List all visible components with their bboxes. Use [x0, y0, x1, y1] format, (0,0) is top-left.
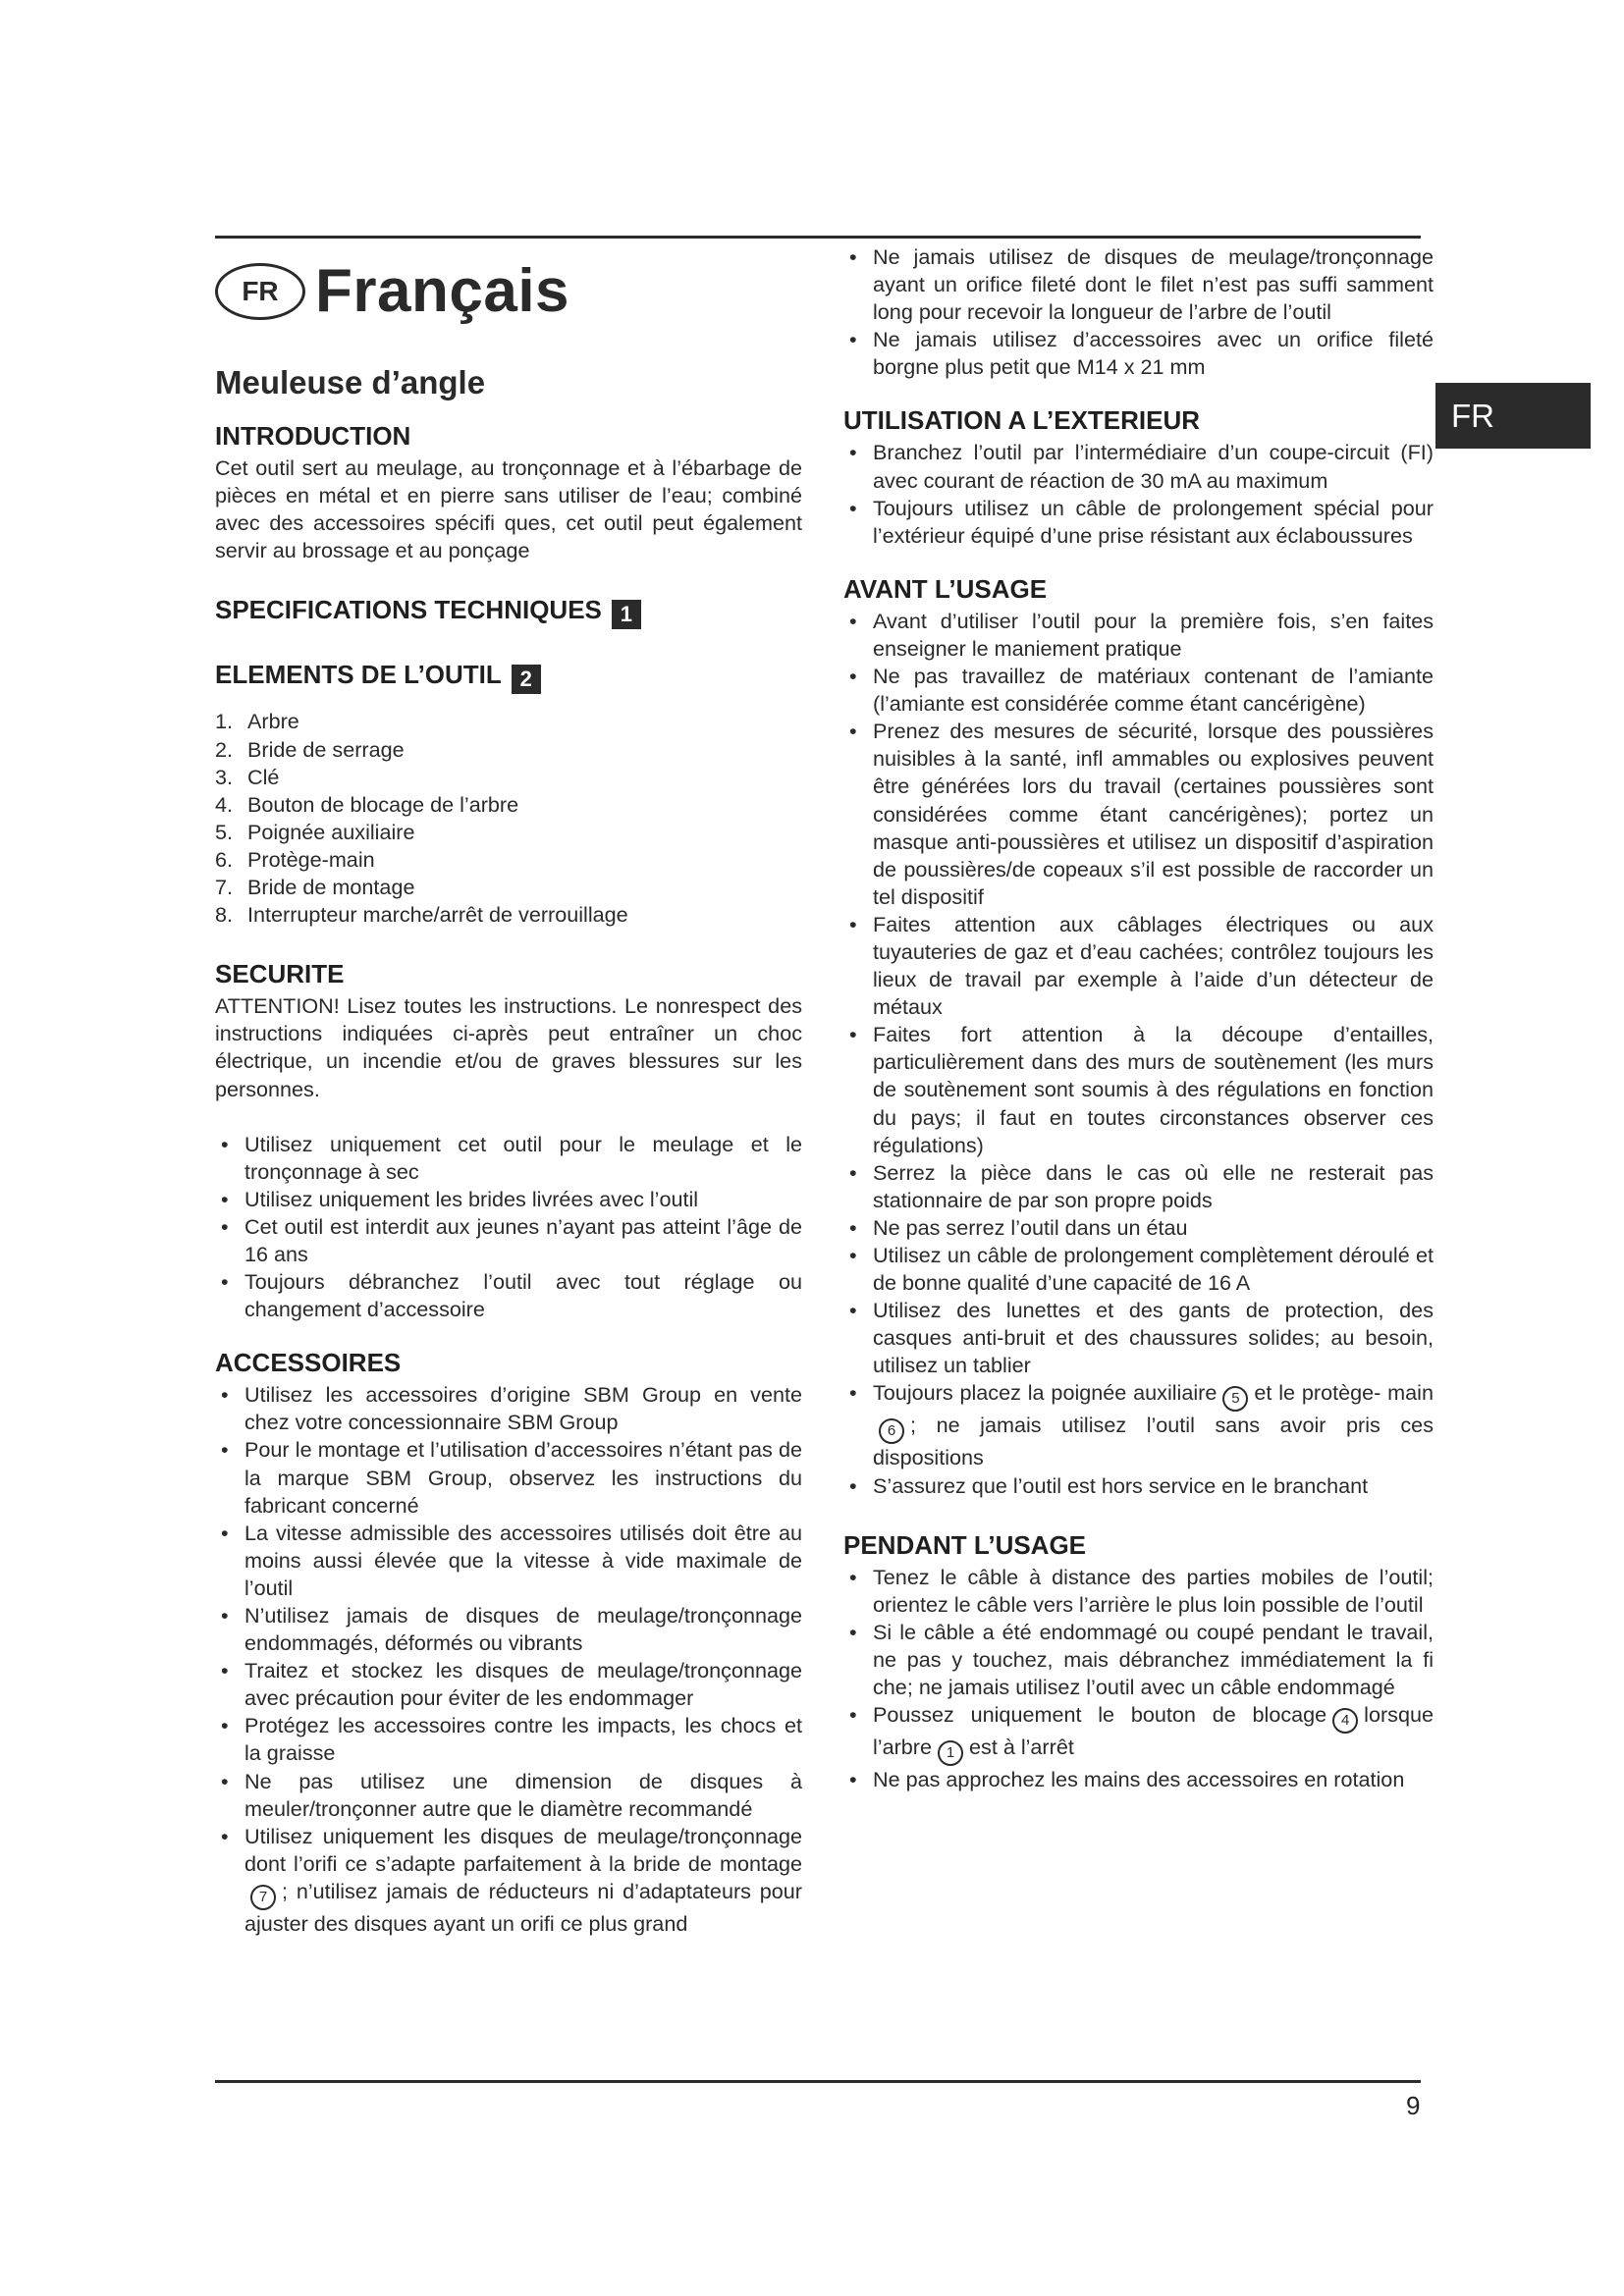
- avant-list: [843, 608, 1434, 1500]
- part-reference-7: 7: [250, 1885, 276, 1910]
- part-reference-5: 5: [1222, 1386, 1248, 1412]
- list-item: 6. Protège-main: [215, 846, 375, 872]
- language-badge: FR: [215, 263, 305, 320]
- specs-figure-badge: 1: [612, 600, 641, 629]
- list-item: • Si le câble a été endommagé ou coupé pendant le travail, ne pas y touchez, mais débranchez immédiatement la fi che; ne jamais utilisez l’outil avec un câble endommagé: [843, 1619, 1434, 1701]
- list-item: • Faites fort attention à la découpe d’entailles, particulièrement dans des murs de soutènement (les murs de soutènement sont soumis à des régulations en fonction du pays; il faut en toutes circonstances observer ces régulations): [843, 1021, 1434, 1158]
- list-item: • Ne pas utilisez une dimension de disques à meuler/tronçonner autre que le diamètre recommandé: [215, 1768, 802, 1823]
- list-item: 8. Interrupteur marche/arrêt de verrouillage: [215, 902, 628, 928]
- list-item: • La vitesse admissible des accessoires utilisés doit être au moins aussi élevée que la vitesse à vide maximale de l’outil: [215, 1520, 802, 1602]
- list-item: • Ne pas serrez l’outil dans un étau: [843, 1214, 1434, 1242]
- avant-heading: AVANT L’USAGE: [843, 573, 1048, 604]
- securite-list: [215, 1131, 802, 1324]
- list-item: • Toujours placez la poignée auxiliaire 5 et le protège- main6 ; ne jamais utilisez l’outil sans avoir pris ces dispositions: [843, 1379, 1434, 1471]
- list-item: • Toujours utilisez un câble de prolongement spécial pour l’extérieur équipé d’une prise résistant aux éclaboussures: [843, 495, 1434, 550]
- list-item: • Utilisez uniquement les brides livrées avec l’outil: [215, 1186, 802, 1213]
- list-item: • Avant d’utiliser l’outil pour la première fois, s’en faites enseigner le maniement pratique: [843, 608, 1434, 663]
- list-item: • Faites attention aux câblages électriques ou aux tuyauteries de gaz et d’eau cachées; contrôlez toujours les lieux de travail par exemple à l’aide d’un détecteur de métaux: [843, 911, 1434, 1021]
- list-item: • Utilisez un câble de prolongement complètement déroulé et de bonne qualité d’une capacité de 16 A: [843, 1242, 1434, 1297]
- list-item: • Ne jamais utilisez de disques de meulage/tronçonnage ayant un orifice fileté dont le filet n’est pas suffi samment long pour recevoir la longueur de l’arbre de l’outil: [843, 243, 1434, 326]
- bottom-rule: [215, 2080, 1421, 2083]
- page-number: 9: [1406, 2091, 1421, 2120]
- securite-text: ATTENTION! Lisez toutes les instructions. Le nonrespect des instructions indiquées ci-après peut entraîner un choc électrique, un incendie et/ou de graves blessures sur les personnes.: [215, 993, 802, 1101]
- title-row: [215, 253, 802, 330]
- list-item: 5. Poignée auxiliaire: [215, 819, 415, 844]
- list-item: • Serrez la pièce dans le cas où elle ne resterait pas stationnaire de par son propre poids: [843, 1159, 1434, 1214]
- accessoires-continued-list: [843, 243, 1434, 381]
- exterieur-list: [843, 439, 1434, 549]
- elements-figure-badge: 2: [512, 665, 541, 694]
- list-item: • Ne jamais utilisez d’accessoires avec un orifice fileté borgne plus petit que M14 x 21 mm: [843, 326, 1434, 381]
- list-item: • Protégez les accessoires contre les impacts, les chocs et la graisse: [215, 1712, 802, 1767]
- list-item: • Utilisez uniquement cet outil pour le meulage et le tronçonnage à sec: [215, 1131, 802, 1186]
- list-item: • Prenez des mesures de sécurité, lorsque des poussières nuisibles à la santé, infl ammables ou explosives peuvent être générées lors du travail (certaines poussières sont considérées comme étant cancérigènes); portez un masque anti-poussières et utilisez un dispositif d’aspiration de poussières/de copeaux s’il est possible de raccorder un tel dispositif: [843, 718, 1434, 911]
- list-item: • Cet outil est interdit aux jeunes n’ayant pas atteint l’âge de 16 ans: [215, 1213, 802, 1268]
- right-column: [843, 243, 1434, 1793]
- specs-heading: [215, 594, 802, 629]
- part-reference-4: 4: [1332, 1708, 1358, 1734]
- list-item: • S’assurez que l’outil est hors service en le branchant: [843, 1472, 1434, 1500]
- part-reference-1: 1: [938, 1740, 963, 1766]
- page-subtitle: Meuleuse d’angle: [215, 364, 486, 400]
- list-item: 2. Bride de serrage: [215, 736, 405, 762]
- elements-heading-label: ELEMENTS DE L’OUTIL: [215, 660, 502, 690]
- exterieur-heading: UTILISATION A L’EXTERIEUR: [843, 405, 1201, 436]
- list-item: • Poussez uniquement le bouton de blocage 4 lorsque l’arbre 1 est à l’arrêt: [843, 1701, 1434, 1766]
- elements-list: [215, 708, 802, 929]
- list-item: • Toujours débranchez l’outil avec tout réglage ou changement d’accessoire: [215, 1268, 802, 1323]
- pendant-list: [843, 1564, 1434, 1794]
- language-side-tab: FR: [1435, 383, 1591, 449]
- accessoires-heading: ACCESSOIRES: [215, 1348, 402, 1378]
- list-item: 4. Bouton de blocage de l’arbre: [215, 791, 519, 817]
- part-reference-6: 6: [879, 1418, 904, 1444]
- introduction-heading: INTRODUCTION: [215, 421, 411, 452]
- list-item: • Ne pas travaillez de matériaux contenant de l’amiante (l’amiante est considérée comme étant cancérigène): [843, 663, 1434, 718]
- accessoires-list: [215, 1381, 802, 1938]
- list-item: 1. Arbre: [215, 709, 299, 734]
- list-item: • Branchez l’outil par l’intermédiaire d’un coupe-circuit (FI) avec courant de réaction de 30 mA au maximum: [843, 439, 1434, 494]
- introduction-text: Cet outil sert au meulage, au tronçonnage et à l’ébarbage de pièces en métal et en pierre sans utiliser de l’eau; combiné avec des accessoires spécifi ques, cet outil peut également servir au brossage et au ponçage: [215, 455, 802, 563]
- list-item: • Pour le montage et l’utilisation d’accessoires n’étant pas de la marque SBM Group, observez les instructions du fabricant concerné: [215, 1436, 802, 1519]
- list-item: 7. Bride de montage: [215, 875, 415, 900]
- list-item: • Utilisez les accessoires d’origine SBM Group en vente chez votre concessionnaire SBM Group: [215, 1381, 802, 1436]
- page-title: Français: [315, 256, 570, 325]
- list-item: • Ne pas approchez les mains des accessoires en rotation: [843, 1766, 1434, 1793]
- specs-heading-label: SPECIFICATIONS TECHNIQUES: [215, 595, 602, 625]
- top-rule: [215, 236, 1421, 239]
- left-column: [215, 243, 802, 1938]
- elements-heading: [215, 659, 802, 694]
- list-item: • Tenez le câble à distance des parties mobiles de l’outil; orientez le câble vers l’arrière le plus loin possible de l’outil: [843, 1564, 1434, 1619]
- list-item: 3. Clé: [215, 764, 280, 789]
- list-item: • N’utilisez jamais de disques de meulage/tronçonnage endommagés, déformés ou vibrants: [215, 1602, 802, 1657]
- list-item: • Traitez et stockez les disques de meulage/tronçonnage avec précaution pour éviter de les endommager: [215, 1657, 802, 1712]
- securite-heading: SECURITE: [215, 959, 345, 989]
- list-item: • Utilisez uniquement les disques de meulage/tronçonnage dont l’orifi ce s’adapte parfaitement à la bride de montage7 ; n’utilisez jamais de réducteurs ni d’adaptateurs pour ajuster des disques ayant un orifi ce plus grand: [215, 1823, 802, 1938]
- pendant-heading: PENDANT L’USAGE: [843, 1529, 1087, 1560]
- list-item: • Utilisez des lunettes et des gants de protection, des casques anti-bruit et des chaussures solides; au besoin, utilisez un tablier: [843, 1297, 1434, 1379]
